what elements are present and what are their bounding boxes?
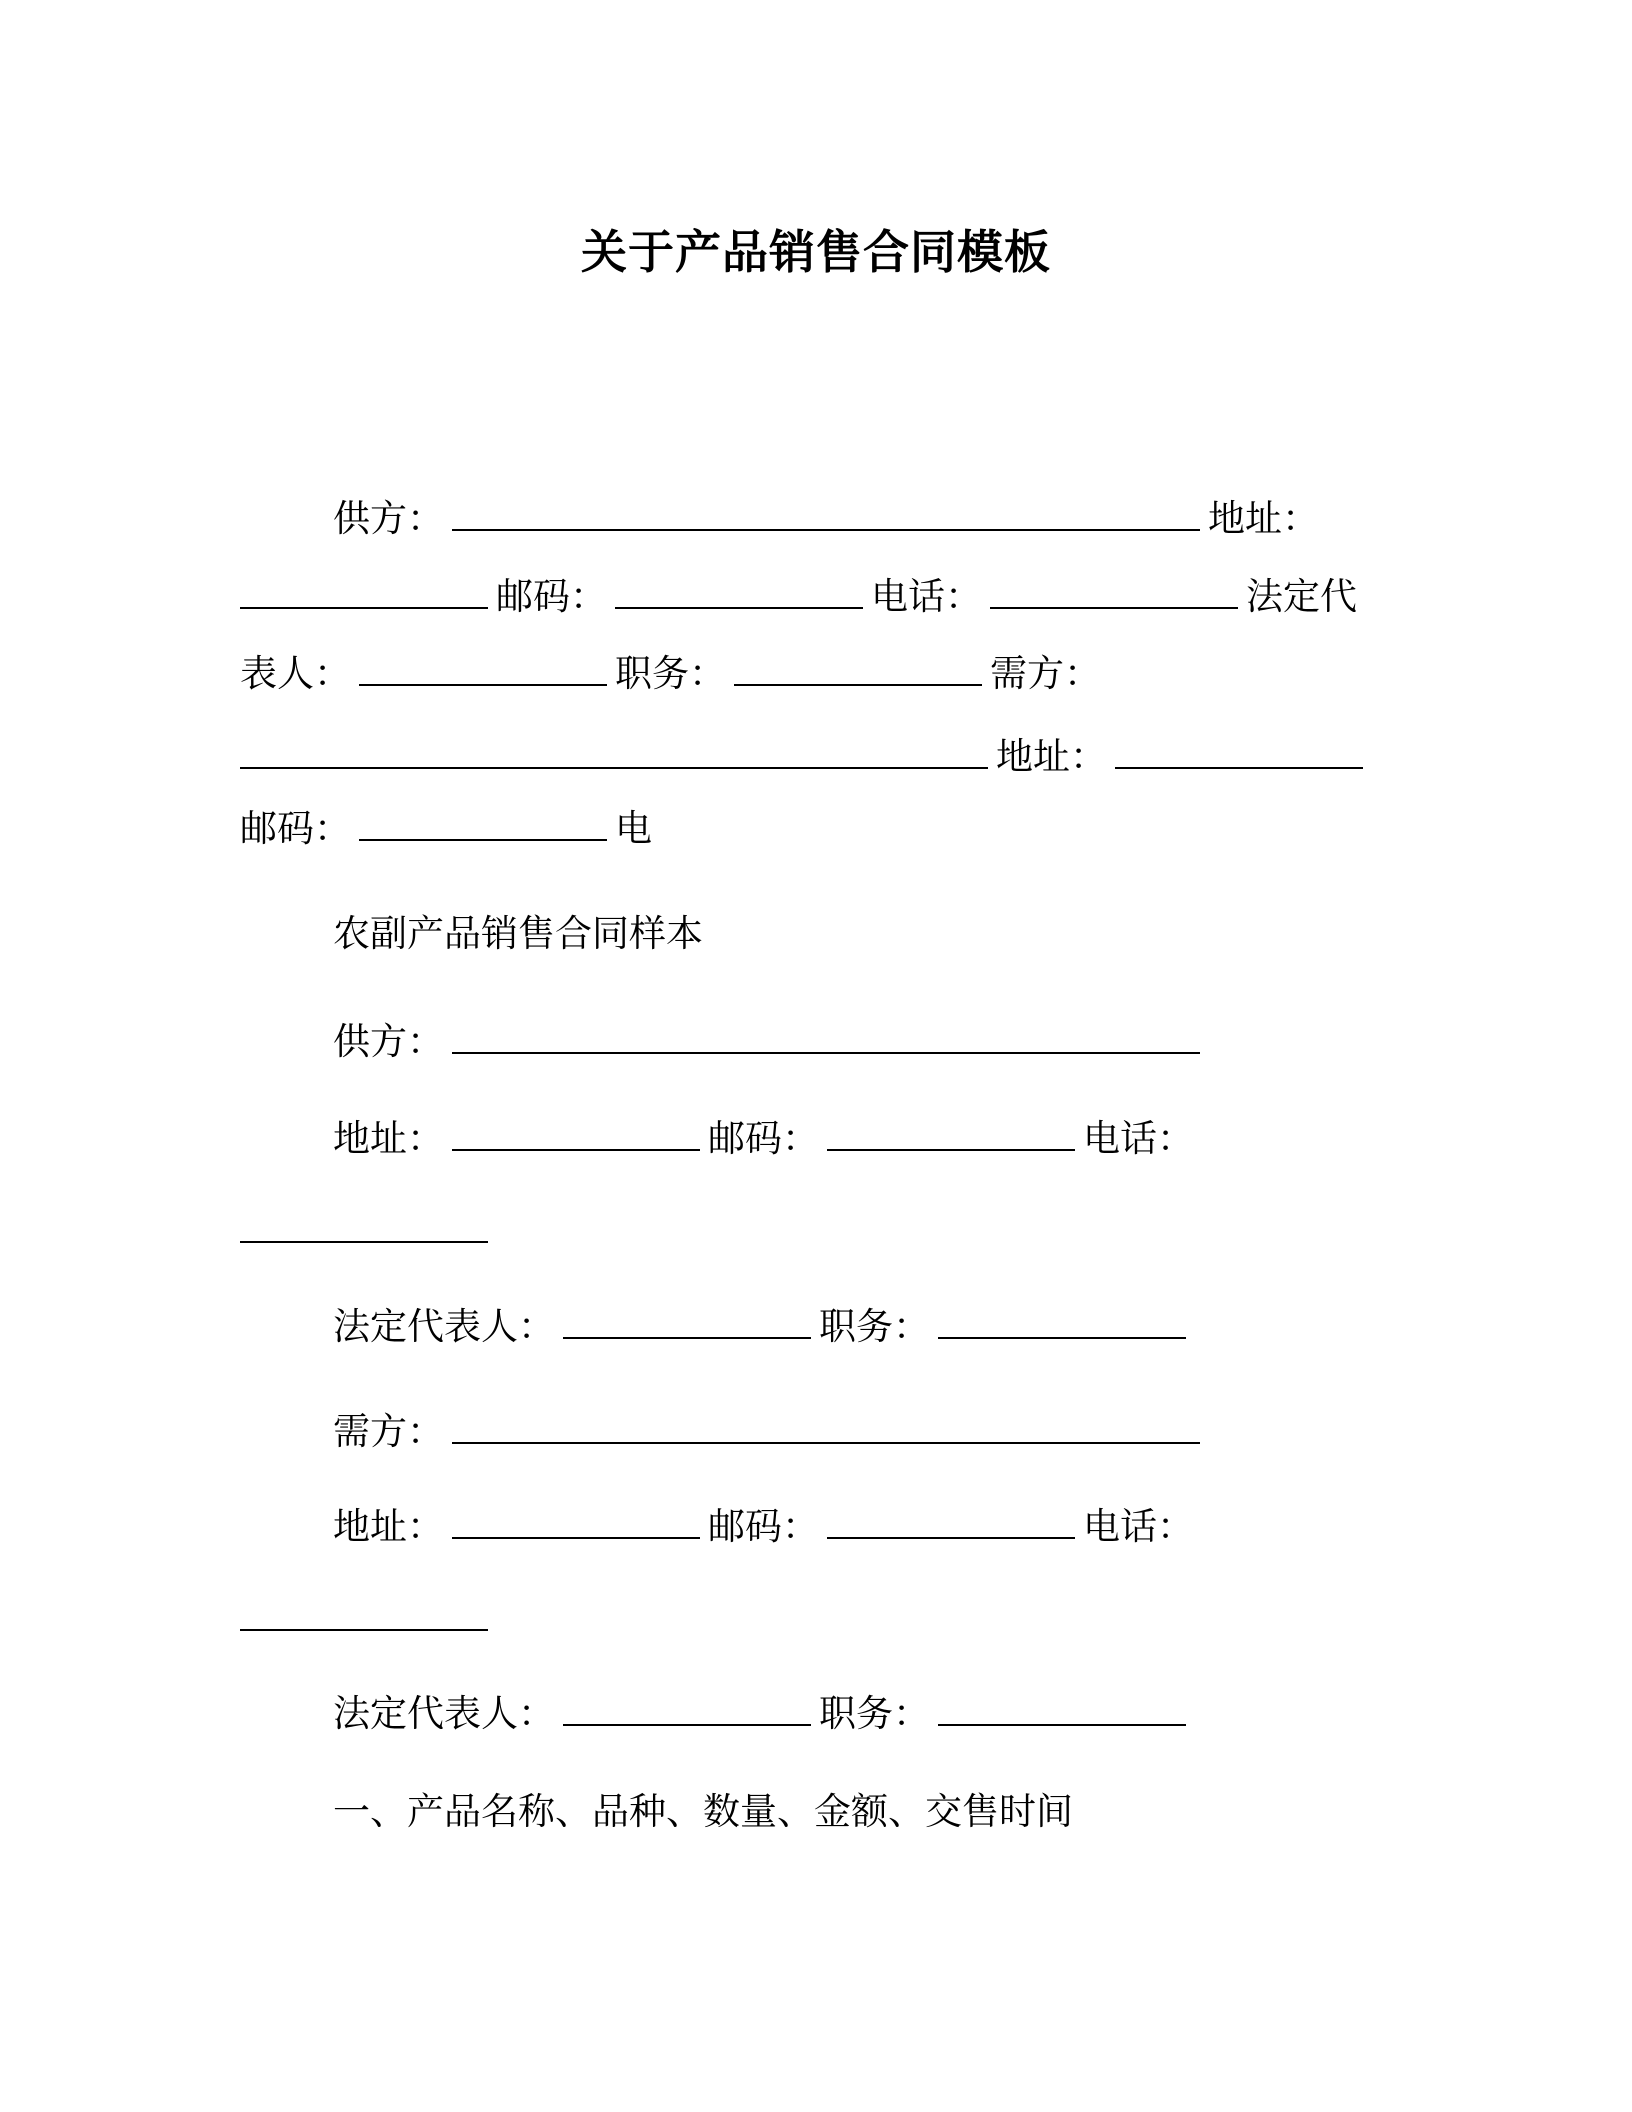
sample-buyer-position-blank — [938, 1694, 1186, 1726]
sample-supplier-position-label: 职务： — [819, 1305, 930, 1348]
document-title: 关于产品销售合同模板 — [581, 225, 1051, 279]
postcode2-label: 邮码： — [240, 807, 351, 850]
sample-supplier-phone-label: 电话： — [1083, 1117, 1194, 1160]
sample-supplier-phone-line — [240, 1207, 496, 1255]
phone-label: 电话： — [871, 575, 982, 618]
intro-line-4 — [240, 733, 1371, 781]
postcode-label: 邮码： — [496, 575, 607, 618]
sample-buyer-line — [333, 1408, 1208, 1456]
sample-buyer-phone-label: 电话： — [1083, 1505, 1194, 1548]
address2-blank — [1115, 737, 1363, 769]
address-blank — [240, 577, 488, 609]
sample-buyer-postcode-label: 邮码： — [708, 1505, 819, 1548]
sample-buyer-phone-blank — [240, 1599, 488, 1631]
sample-supplier-blank — [452, 1022, 1200, 1054]
buyer-blank — [240, 737, 988, 769]
supplier-label: 供方： — [333, 497, 444, 540]
position-blank — [734, 654, 982, 686]
sample-buyer-contact-line — [333, 1503, 1194, 1551]
sample-supplier-label: 供方： — [333, 1020, 444, 1063]
sample-supplier-legal-rep-label: 法定代表人： — [333, 1305, 555, 1348]
sample-supplier-line — [333, 1018, 1208, 1066]
sample-supplier-legal-rep-blank — [563, 1307, 811, 1339]
intro-line-5 — [240, 805, 652, 853]
address2-label: 地址： — [996, 735, 1107, 778]
sample-supplier-position-blank — [938, 1307, 1186, 1339]
sample-supplier-postcode-blank — [827, 1119, 1075, 1151]
sample-supplier-postcode-label: 邮码： — [708, 1117, 819, 1160]
sample-supplier-contact-line — [333, 1115, 1194, 1163]
phone-partial-label: 电 — [615, 807, 652, 850]
sample-buyer-address-blank — [452, 1507, 700, 1539]
sample-buyer-phone-line — [240, 1595, 496, 1643]
sample-supplier-rep-line — [333, 1303, 1194, 1351]
sample-supplier-phone-blank — [240, 1211, 488, 1243]
sample-buyer-position-label: 职务： — [819, 1692, 930, 1735]
legal-rep-label-part1: 法定代 — [1246, 575, 1357, 618]
postcode-blank — [615, 577, 863, 609]
sample-buyer-legal-rep-blank — [563, 1694, 811, 1726]
sample-buyer-rep-line — [333, 1690, 1194, 1738]
sample-buyer-address-label: 地址： — [333, 1505, 444, 1548]
section-1-heading: 一、产品名称、品种、数量、金额、交售时间 — [333, 1790, 1073, 1833]
postcode2-blank — [359, 809, 607, 841]
sample-buyer-blank — [452, 1412, 1200, 1444]
legal-rep-label-part2: 表人： — [240, 652, 351, 695]
sample-heading: 农副产品销售合同样本 — [333, 912, 703, 955]
sample-buyer-postcode-blank — [827, 1507, 1075, 1539]
position-label: 职务： — [615, 652, 726, 695]
intro-line-1 — [333, 495, 1319, 543]
intro-line-2 — [240, 573, 1357, 621]
sample-supplier-address-label: 地址： — [333, 1117, 444, 1160]
buyer-label: 需方： — [990, 652, 1101, 695]
sample-supplier-address-blank — [452, 1119, 700, 1151]
legal-rep-blank — [359, 654, 607, 686]
address-label: 地址： — [1208, 497, 1319, 540]
phone-blank — [990, 577, 1238, 609]
sample-buyer-label: 需方： — [333, 1410, 444, 1453]
intro-line-3 — [240, 650, 1101, 698]
sample-buyer-legal-rep-label: 法定代表人： — [333, 1692, 555, 1735]
supplier-blank — [452, 499, 1200, 531]
